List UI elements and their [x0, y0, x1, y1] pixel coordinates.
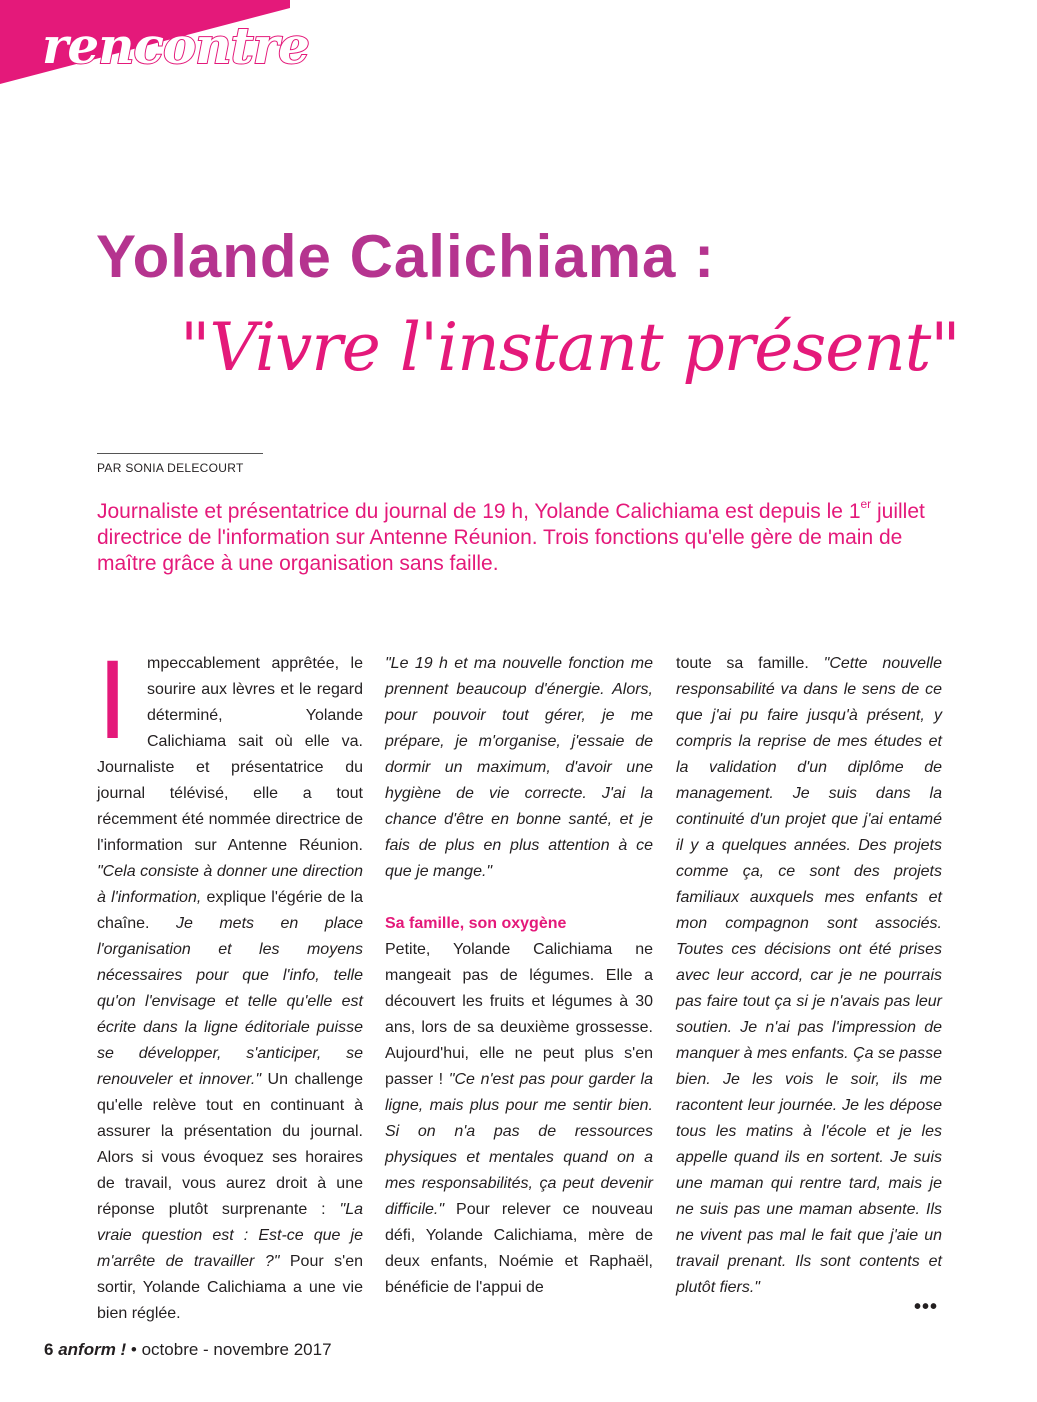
article-column-2	[385, 651, 653, 1301]
quote-run: "La vraie question est : Est-ce que je m'arrête de travailler ?"	[97, 1201, 363, 1270]
lead-superscript: er	[860, 497, 872, 511]
magazine-name: anform !	[58, 1340, 127, 1359]
column-1-text	[97, 637, 364, 1327]
text-run: explique l'égérie de la chaîne.	[97, 889, 364, 932]
article-column-1	[97, 637, 364, 1327]
lead-text-2: juillet directrice de l'information sur Antenne Réunion. Trois fonctions qu'elle gère de main de maître grâce à une organisation sans faille.	[97, 500, 925, 575]
quote-run: "Cela consiste à donner une direction à l'information,	[97, 863, 363, 906]
section-subheading: Sa famille, son oxygène	[385, 915, 567, 932]
byline: PAR SONIA DELECOURT	[97, 461, 244, 475]
article-title: Yolande Calichiama :	[96, 223, 716, 290]
article-column-3	[676, 651, 942, 1301]
lead-text-1: Journaliste et présentatrice du journal de 19 h, Yolande Calichiama est depuis le 1	[97, 500, 861, 523]
column-2-text-a	[385, 651, 653, 885]
quote-run: "Le 19 h et ma nouvelle fonction me prennent beaucoup d'énergie. Alors, pour pouvoir tout gérer, je me prépare, je m'organise, j'essaie de dormir un maximum, d'avoir une hygiène de vie correcte. J'ai la chance d'être en bonne santé, et je fais de plus en plus attention à ce que je mange."	[385, 655, 653, 880]
quote-run: "Ce n'est pas pour garder la ligne, mais plus pour me sentir bien. Si on n'a pas de ressources physiques et mentales quand on a mes responsabilités, ça peut devenir difficile."	[385, 1071, 653, 1218]
article-quote-title: "Vivre l'instant présent"	[180, 309, 960, 386]
rubric-label: rencontre	[42, 16, 309, 75]
quote-run: Je mets en place l'organisation et les moyens nécessaires pour que l'info, telle qu'on l'envisage et telle qu'elle est écrite dans la ligne éditoriale puisse se développer, s'anticiper, se renouveler et innover."	[97, 915, 364, 1088]
byline-divider	[97, 453, 263, 454]
column-2-text-b	[385, 937, 653, 1301]
text-run: mpeccablement apprêtée, le sourire aux lèvres et le regard déterminé, Yolande Calichiama sait où elle va. Journaliste et présentatrice du journal télévisé, elle a tout récemment été nommée directrice de l'information sur Antenne Réunion.	[97, 655, 363, 854]
text-run: Un challenge qu'elle relève tout en continuant à assurer la présentation du journal. Alors si vous évoquez ses horaires de travail, vous aurez droit à une réponse plutôt surprenante :	[97, 1071, 363, 1218]
text-run: toute sa famille.	[676, 655, 824, 672]
text-run: Pour s'en sortir, Yolande Calichiama a une vie bien réglée.	[97, 1253, 363, 1322]
text-run: Pour relever ce nouveau défi, Yolande Calichiama, mère de deux enfants, Noémie et Raphaël, bénéficie de l'appui de	[385, 1201, 653, 1296]
column-3-text	[676, 651, 942, 1301]
article-lead	[97, 499, 937, 577]
quote-run: "Cette nouvelle responsabilité va dans le sens de ce que j'ai pu faire jusqu'à présent, y compris la reprise de mes études et la validation d'un diplôme de management. Je suis dans la continuité d'un projet que j'ai entamé il y a quelques années. Des projets comme ça, ce sont des projets familiaux auxquels mes enfants et mon compagnon sont associés. Toutes ces décisions ont été prises avec leur accord, car je ne pourrais pas faire tout ça si je n'avais pas leur soutien. Je n'ai pas l'impression de manquer à mes enfants. Ça se passe bien. Je les vois le soir, ils me racontent leur journée. Je les dépose tous les matins à l'école et je les appelle quand ils en sortent. Je suis une maman qui rentre tard, mais je ne suis pas une maman absente. Ils ne vivent pas mal le fait que j'aie un travail prenant. Ils sont contents et plutôt fiers."	[676, 655, 943, 1296]
page-footer	[44, 1340, 332, 1360]
drop-cap: I	[97, 637, 129, 762]
text-run: Petite, Yolande Calichiama ne mangeait pas de légumes. Elle a découvert les fruits et légumes à 30 ans, lors de sa deuxième grossesse. Aujourd'hui, elle ne peut plus s'en passer !	[385, 941, 653, 1088]
issue-date: • octobre - novembre 2017	[126, 1340, 332, 1359]
continued-marker: •••	[914, 1296, 939, 1318]
page-number: 6	[44, 1340, 54, 1359]
